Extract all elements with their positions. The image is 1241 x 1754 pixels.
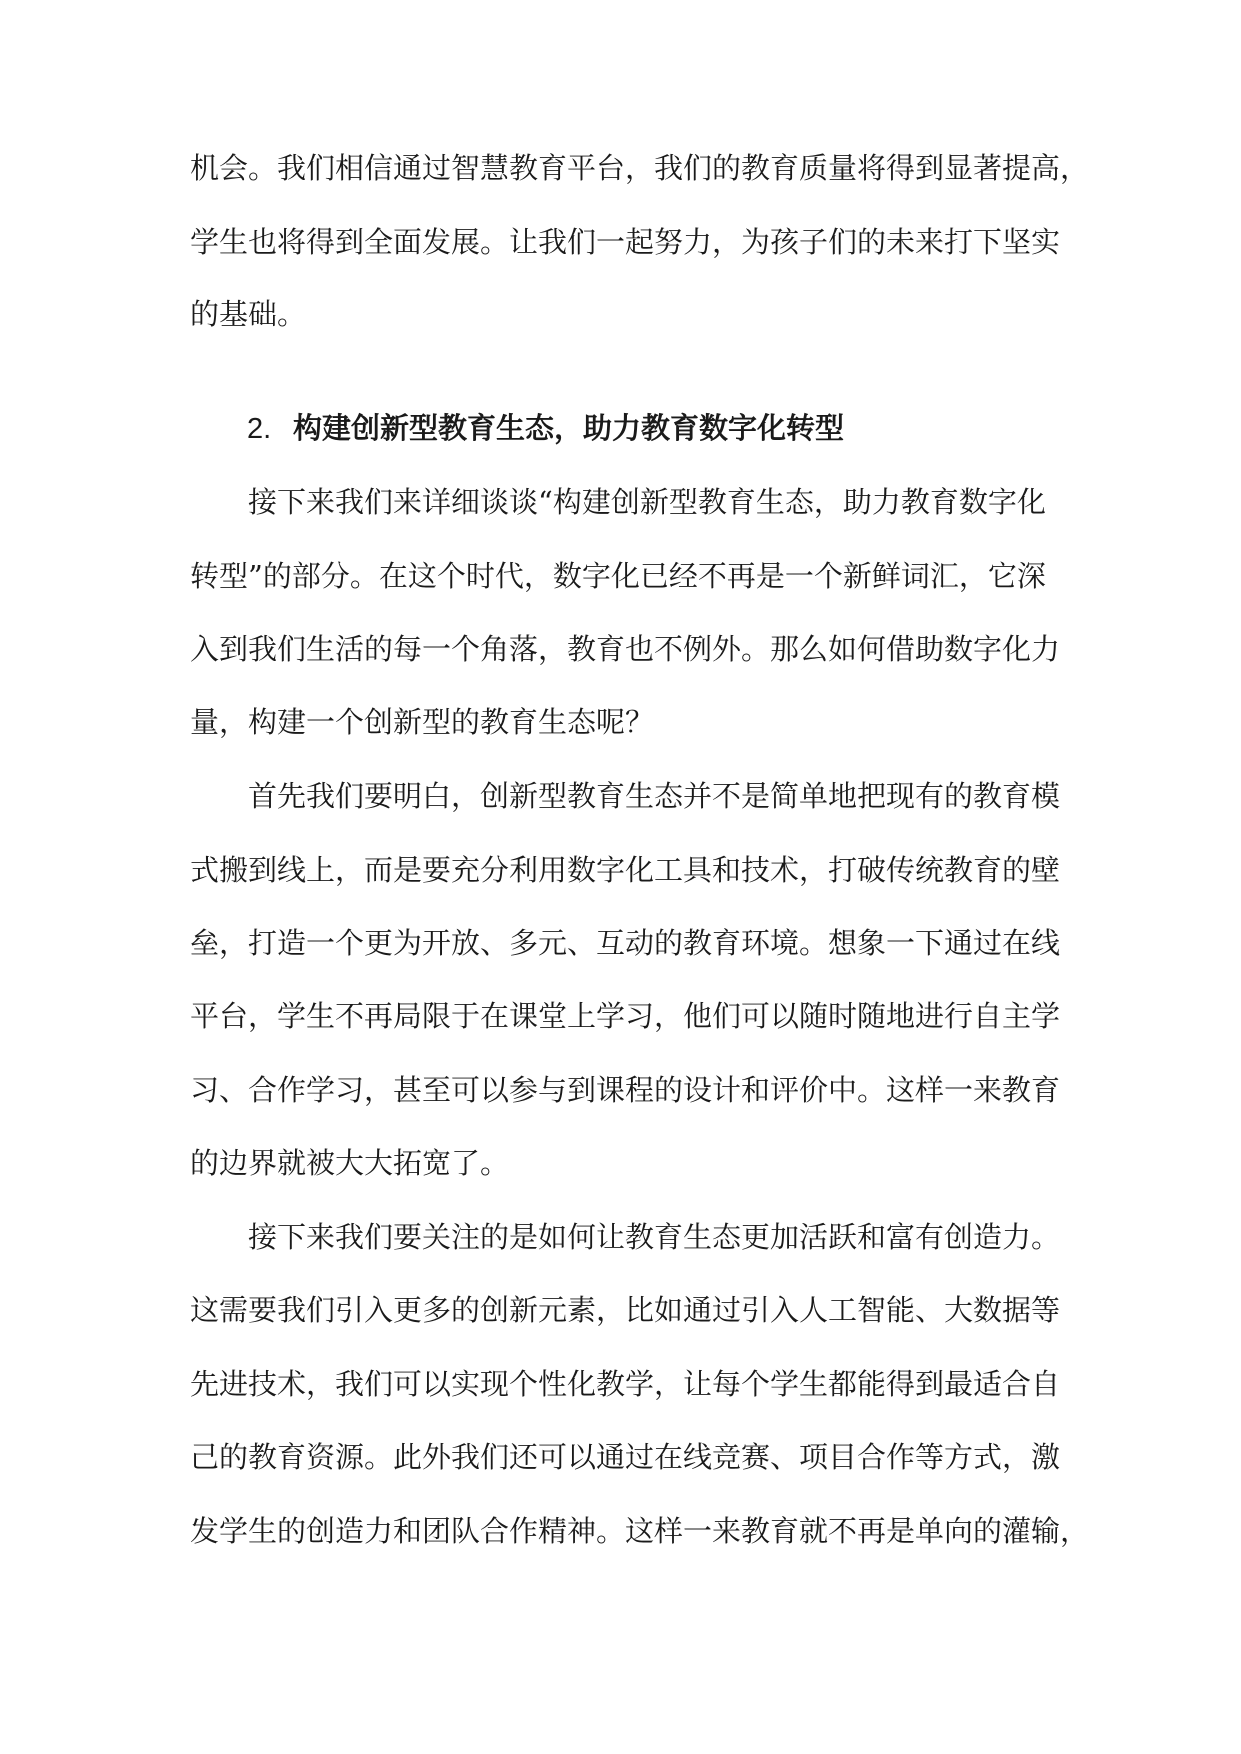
text-line: 习、合作学习，甚至可以参与到课程的设计和评价中。这样一来教育 bbox=[190, 1073, 1061, 1107]
text-line: 入到我们生活的每一个角落，教育也不例外。那么如何借助数字化力 bbox=[190, 632, 1061, 666]
text-line: 平台，学生不再局限于在课堂上学习，他们可以随时随地进行自主学 bbox=[190, 999, 1061, 1033]
text-line: 式搬到线上，而是要充分利用数字化工具和技术，打破传统教育的壁 bbox=[190, 853, 1061, 887]
text-line: 接下来我们来详细谈谈“构建创新型教育生态，助力教育数字化 bbox=[248, 485, 1046, 519]
text-line: 量，构建一个创新型的教育生态呢？ bbox=[190, 705, 655, 739]
text-line: 学生也将得到全面发展。让我们一起努力，为孩子们的未来打下坚实 bbox=[190, 225, 1061, 259]
text-line: 首先我们要明白，创新型教育生态并不是简单地把现有的教育模 bbox=[248, 779, 1061, 813]
text-line: 垒，打造一个更为开放、多元、互动的教育环境。想象一下通过在线 bbox=[190, 926, 1061, 960]
text-line: 的基础。 bbox=[190, 297, 307, 331]
text-line: 的边界就被大大拓宽了。 bbox=[190, 1146, 510, 1180]
text-line: 转型”的部分。在这个时代，数字化已经不再是一个新鲜词汇，它深 bbox=[190, 559, 1046, 593]
text-line: 接下来我们要关注的是如何让教育生态更加活跃和富有创造力。 bbox=[248, 1220, 1061, 1254]
section-heading bbox=[247, 403, 844, 453]
text-line: 这需要我们引入更多的创新元素，比如通过引入人工智能、大数据等 bbox=[190, 1293, 1061, 1327]
section-number: 2. bbox=[247, 413, 272, 445]
text-line: 机会。我们相信通过智慧教育平台，我们的教育质量将得到显著提高， bbox=[190, 151, 1090, 185]
text-line: 先进技术，我们可以实现个性化教学，让每个学生都能得到最适合自 bbox=[190, 1367, 1061, 1401]
text-line: 发学生的创造力和团队合作精神。这样一来教育就不再是单向的灌输， bbox=[190, 1514, 1090, 1548]
section-title: 构建创新型教育生态，助力教育数字化转型 bbox=[293, 411, 845, 445]
text-line: 己的教育资源。此外我们还可以通过在线竞赛、项目合作等方式，激 bbox=[190, 1440, 1061, 1474]
